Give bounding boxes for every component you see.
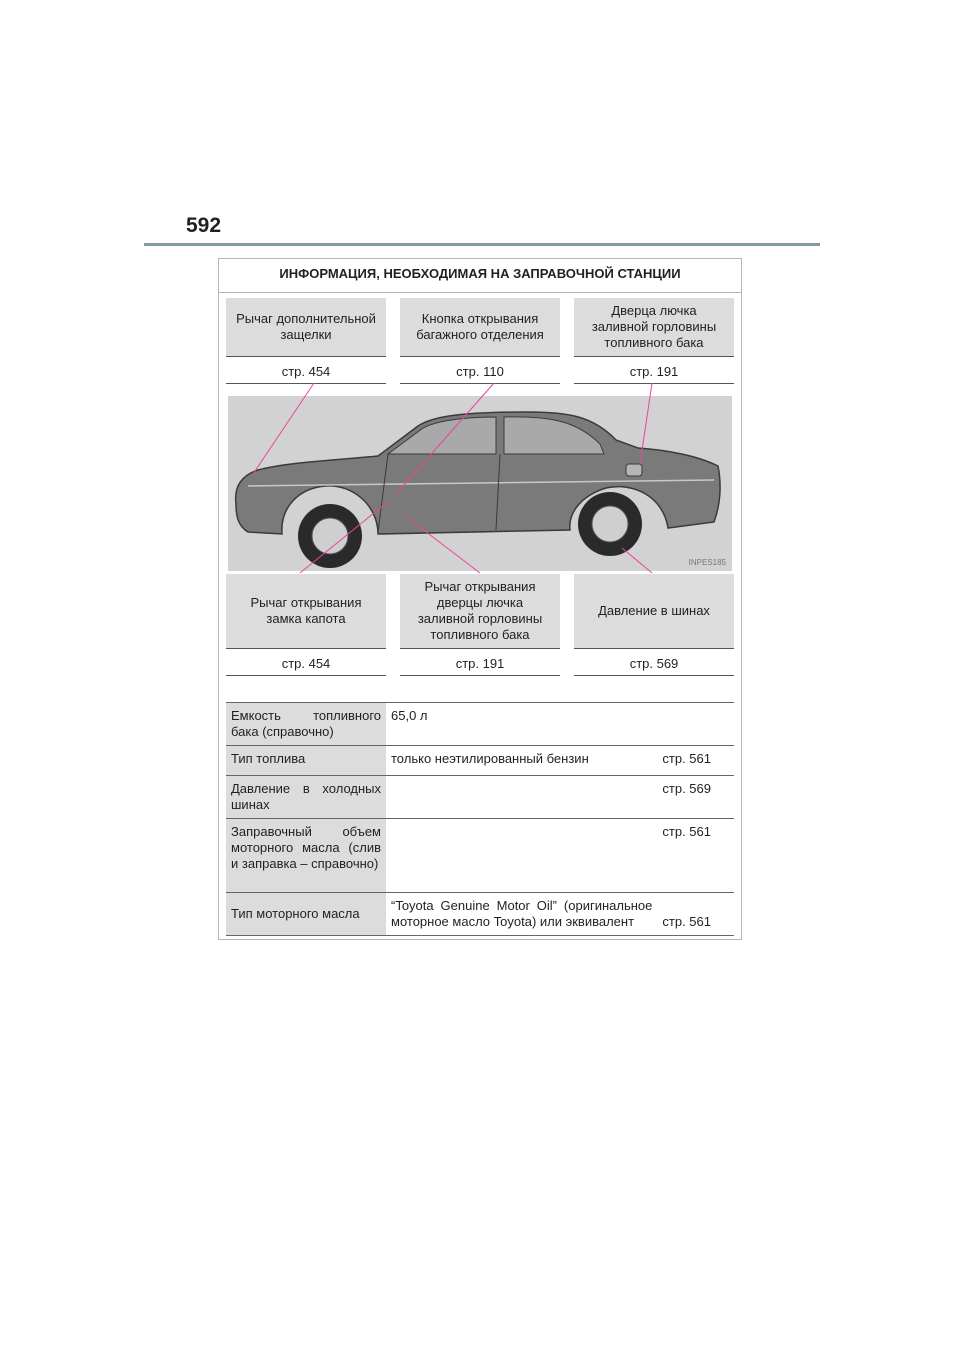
spec-key: Тип моторного масла xyxy=(226,893,386,936)
header-rule xyxy=(144,243,820,246)
spec-value-cell xyxy=(386,893,734,936)
spec-value: 65,0 л xyxy=(391,708,428,723)
spec-value-cell xyxy=(386,746,734,776)
label-rule xyxy=(400,356,560,357)
page-ref-hood-release: стр. 454 xyxy=(281,656,331,671)
label-rule xyxy=(574,648,734,649)
table-row xyxy=(226,893,734,936)
spec-value-cell xyxy=(386,819,734,893)
spec-value-cell xyxy=(386,703,734,746)
table-row xyxy=(226,746,734,776)
label-rule xyxy=(400,648,560,649)
ref-rule xyxy=(574,675,734,676)
spec-ref: стр. 561 xyxy=(662,914,711,929)
page-ref-trunk-opener: стр. 110 xyxy=(456,364,504,379)
ref-rule xyxy=(574,383,734,384)
spec-key: Давление в холодных шинах xyxy=(226,776,386,819)
label-rule xyxy=(574,356,734,357)
page-ref-fuel-door: стр. 191 xyxy=(629,364,679,379)
spec-value-cell xyxy=(386,776,734,819)
spec-key: Заправочный объем моторного масла (слив и заправка – справочно) xyxy=(226,819,386,893)
table-row xyxy=(226,819,734,893)
label-fuel-door: Дверца лючка заливной горловины топливного бака xyxy=(574,298,734,356)
spec-ref: стр. 561 xyxy=(662,751,711,766)
ref-rule xyxy=(400,383,560,384)
ref-rule xyxy=(400,675,560,676)
spec-value: только неэтилированный бензин xyxy=(391,751,589,766)
spec-key: Емкость топливного бака (справочно) xyxy=(226,703,386,746)
label-rule xyxy=(226,648,386,649)
page-ref-tire-pressure: стр. 569 xyxy=(629,656,679,671)
label-hood-release: Рычаг открывания замка капота xyxy=(226,574,386,648)
image-code: INPES185 xyxy=(688,558,726,567)
page-ref-fuel-door-opener: стр. 191 xyxy=(455,656,505,671)
table-row xyxy=(226,776,734,819)
spec-value: “Toyota Genuine Motor Oil” (оригинальное моторное масло Toyota) или эквивалент xyxy=(391,898,653,929)
table-row xyxy=(226,703,734,746)
spec-key: Тип топлива xyxy=(226,746,386,776)
label-fuel-door-opener: Рычаг открывания дверцы лючка заливной горловины топливного бака xyxy=(400,574,560,648)
ref-rule xyxy=(226,675,386,676)
title-divider xyxy=(218,292,742,293)
ref-rule xyxy=(226,383,386,384)
page-number: 592 xyxy=(186,214,222,237)
car-side-view-icon xyxy=(228,396,732,571)
label-rule xyxy=(226,356,386,357)
spec-ref: стр. 561 xyxy=(662,824,711,839)
section-title: ИНФОРМАЦИЯ, НЕОБХОДИМАЯ НА ЗАПРАВОЧНОЙ СТАНЦИИ xyxy=(279,266,681,281)
label-hood-aux-latch: Рычаг дополнительной защелки xyxy=(226,298,386,356)
spec-table xyxy=(226,702,734,936)
page-ref-hood-aux-latch: стр. 454 xyxy=(281,364,331,379)
car-illustration xyxy=(228,396,732,571)
label-tire-pressure: Давление в шинах xyxy=(574,574,734,648)
label-trunk-opener: Кнопка открывания багажного отделения xyxy=(400,298,560,356)
spec-ref: стр. 569 xyxy=(662,781,711,796)
